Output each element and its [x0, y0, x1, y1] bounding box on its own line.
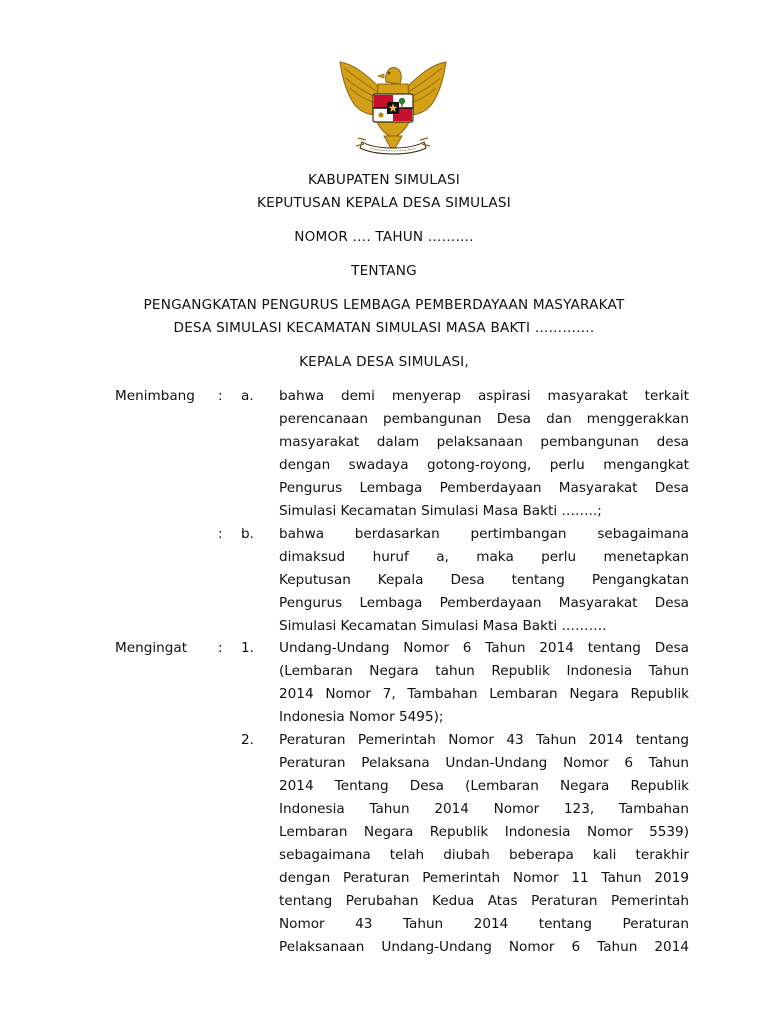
legal-basis-1-line: Undang-Undang Nomor 6 Tahun 2014 tentang Desa — [279, 640, 689, 656]
legal-basis-1-line: Indonesia Nomor 5495); — [279, 709, 444, 725]
colon: : — [218, 526, 223, 542]
colon: : — [218, 388, 223, 404]
legal-basis-2-line: Peraturan Pelaksana Undan-Undang Nomor 6 Tahun — [279, 755, 689, 771]
legal-basis-2-line: sebagaimana telah diubah beberapa kali terakhir — [279, 847, 689, 863]
consideration-a-line: bahwa demi menyerap aspirasi masyarakat terkait — [279, 388, 689, 404]
legal-basis-2-line: tentang Perubahan Kedua Atas Peraturan Pemerintah — [279, 893, 689, 909]
consideration-b-line: Keputusan Kepala Desa tentang Pengangkatan — [279, 572, 689, 588]
item-marker: a. — [241, 388, 254, 404]
item-marker: 2. — [241, 732, 254, 748]
consideration-a-line: Simulasi Kecamatan Simulasi Masa Bakti ……..; — [279, 503, 602, 519]
keputusan-heading: KEPUTUSAN KEPALA DESA SIMULASI — [257, 195, 511, 211]
legal-basis-2-line: Peraturan Pemerintah Nomor 43 Tahun 2014 tentang — [279, 732, 689, 748]
consideration-b-line: dimaksud huruf a, maka perlu menetapkan — [279, 549, 689, 565]
nomor-heading: NOMOR …. TAHUN ………. — [294, 229, 474, 245]
title-line-1: PENGANGKATAN PENGURUS LEMBAGA PEMBERDAYAAN MASYARAKAT — [143, 297, 625, 313]
section-label-mengingat: Mengingat — [115, 640, 188, 656]
section-label-menimbang: Menimbang — [115, 388, 195, 404]
official-heading: KEPALA DESA SIMULASI, — [299, 354, 469, 370]
consideration-a-line: perencanaan pembangunan Desa dan menggerakkan — [279, 411, 689, 427]
legal-basis-1-line: 2014 Nomor 7, Tambahan Lembaran Negara Republik — [279, 686, 689, 702]
colon: : — [218, 640, 223, 656]
item-marker: b. — [241, 526, 254, 542]
item-marker: 1. — [241, 640, 254, 656]
legal-basis-2-line: Lembaran Negara Republik Indonesia Nomor 5539) — [279, 824, 689, 840]
legal-basis-2-line: Pelaksanaan Undang-Undang Nomor 6 Tahun 2014 — [279, 939, 689, 955]
legal-basis-1-line: (Lembaran Negara tahun Republik Indonesia Tahun — [279, 663, 689, 679]
legal-basis-2-line: Nomor 43 Tahun 2014 tentang Peraturan — [279, 916, 689, 932]
consideration-b-line: bahwa berdasarkan pertimbangan sebagaimana — [279, 526, 689, 542]
legal-basis-2-line: 2014 Tentang Desa (Lembaran Negara Republik — [279, 778, 689, 794]
kabupaten-heading: KABUPATEN SIMULASI — [308, 172, 460, 188]
consideration-b-line: Pengurus Lembaga Pemberdayaan Masyarakat Desa — [279, 595, 689, 611]
consideration-a-line: Pengurus Lembaga Pemberdayaan Masyarakat Desa — [279, 480, 689, 496]
title-line-2: DESA SIMULASI KECAMATAN SIMULASI MASA BAKTI …………. — [173, 320, 595, 336]
legal-basis-2-line: Indonesia Tahun 2014 Nomor 123, Tambahan — [279, 801, 689, 817]
consideration-a-line: masyarakat dalam pelaksanaan pembangunan desa — [279, 434, 689, 450]
garuda-pancasila-emblem — [334, 58, 452, 158]
consideration-a-line: dengan swadaya gotong-royong, perlu mengangkat — [279, 457, 689, 473]
consideration-b-line: Simulasi Kecamatan Simulasi Masa Bakti ………. — [279, 618, 607, 634]
legal-basis-2-line: dengan Peraturan Pemerintah Nomor 11 Tahun 2019 — [279, 870, 689, 886]
tentang-heading: TENTANG — [351, 263, 417, 279]
